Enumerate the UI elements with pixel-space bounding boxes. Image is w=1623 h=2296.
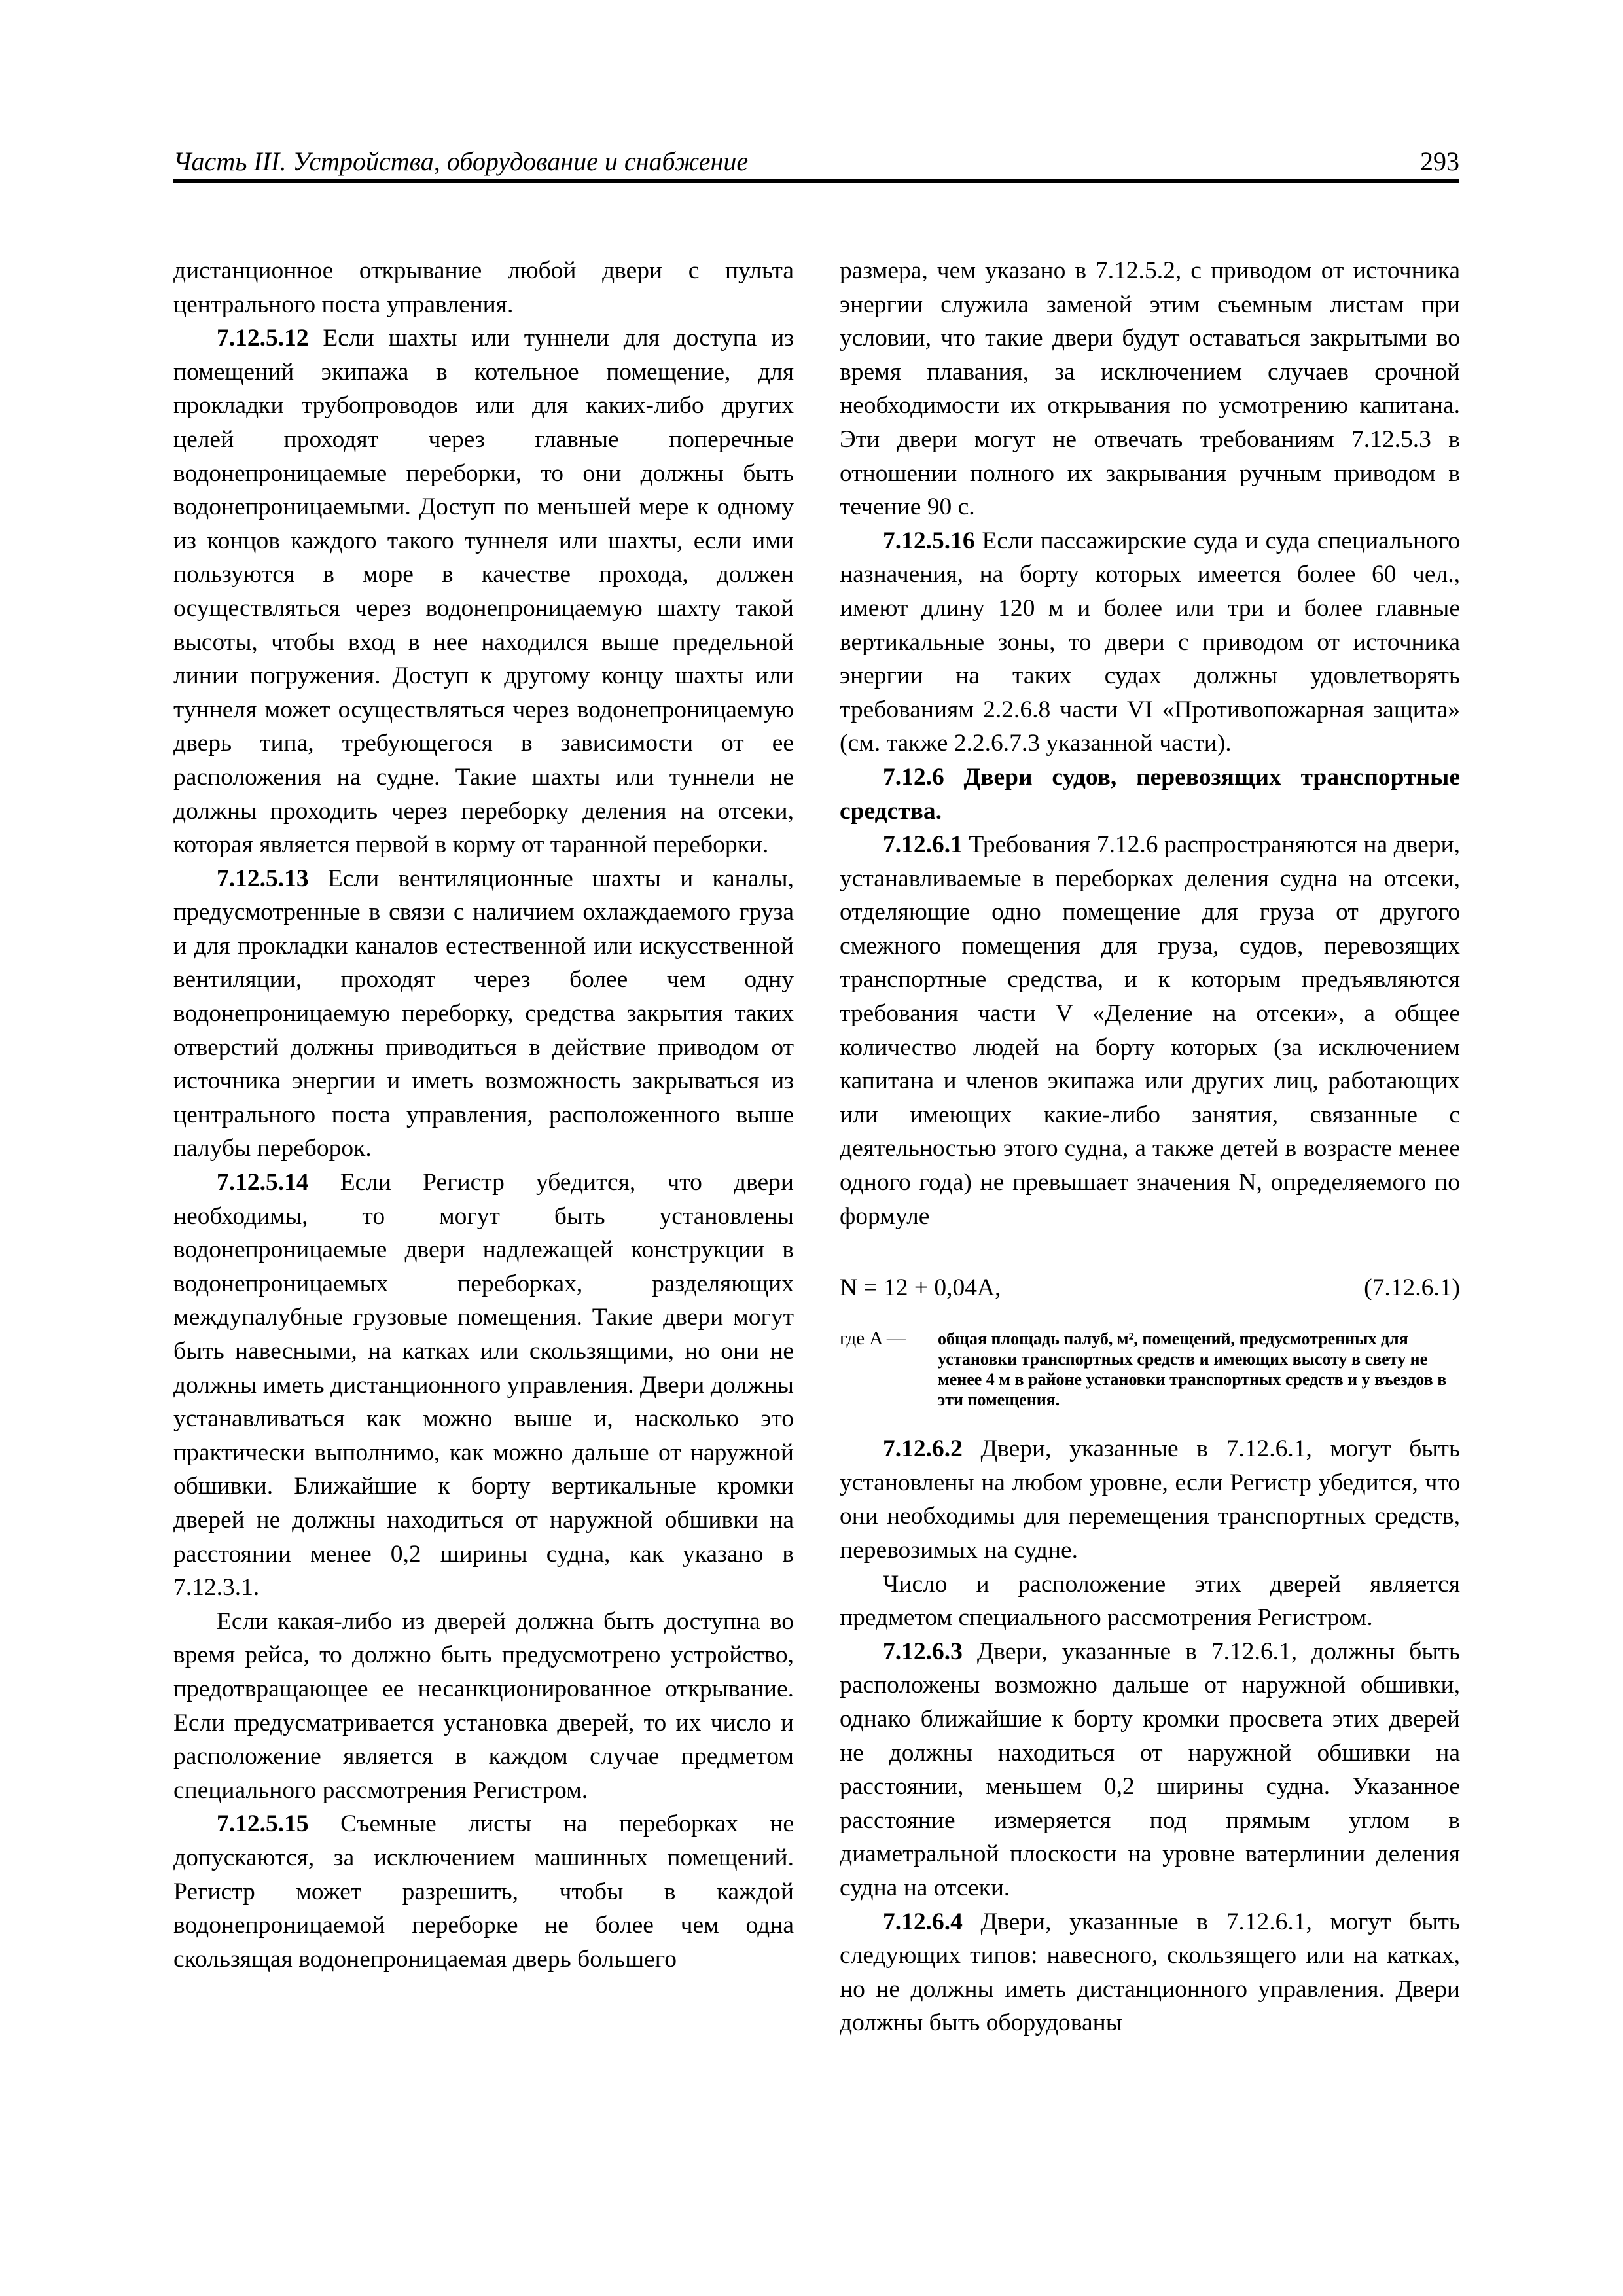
paragraph-7-12-6-3 xyxy=(840,1635,1460,1905)
formula xyxy=(840,1271,1460,1305)
paragraph-7-12-5-12 xyxy=(173,321,794,862)
legend-label: где A — xyxy=(840,1328,906,1350)
clause-number: 7.12.5.12 xyxy=(217,325,309,352)
paragraph-7-12-5-16 xyxy=(840,524,1460,761)
clause-text: Двери, указанные в 7.12.6.1, должны быть расположены возможно дальше от наружной обшивки, однако ближайшие к борту кромки просвета этих дверей не должны находиться от наружной обшивки на расстоянии, меньшем 0,2 ширины судна. Указанное расстояние измеряется под прямым углом в диаметральной плоскости на уровне ватерлинии деления судна на отсеки. xyxy=(840,1638,1460,1901)
clause-number: 7.12.6.2 xyxy=(883,1435,963,1463)
clause-number: 7.12.5.14 xyxy=(217,1169,309,1196)
header-title: Часть III. Устройства, оборудование и снабжение xyxy=(173,147,749,176)
paragraph-7-12-5-13 xyxy=(173,862,794,1166)
clause-text: Если шахты или туннели для доступа из помещений экипажа в котельное помещение, для прокладки трубопроводов или для каких-либо других целей проходят через главные поперечные водонепроницаемые переборки, то они должны быть водонепроницаемыми. Доступ по меньшей мере к одному из концов каждого такого туннеля или шахты, если ими пользуются в море в качестве прохода, должен осуществляться через водонепроницаемую шахту такой высоты, чтобы вход в нее находился выше предельной линии погружения. Доступ к другому концу шахты или туннеля может осуществляться через водонепроницаемую дверь типа, требующегося в зависимости от ее расположения на судне. Такие шахты или туннели не должны проходить через переборку деления на отсеки, которая является первой в корму от таранной переборки. xyxy=(173,325,794,859)
clause-number: 7.12.5.13 xyxy=(217,865,309,892)
paragraph: Если какая-либо из дверей должна быть доступна во время рейса, то должно быть предусмотрено устройство, предотвращающее ее несанкционированное открывание. Если предусматривается установка дверей, то их число и расположение является в каждом случае предметом специального рассмотрения Регистром. xyxy=(173,1607,794,1804)
formula-legend xyxy=(840,1329,1460,1410)
paragraph-7-12-6-2 xyxy=(840,1432,1460,1567)
clause-text: Съемные листы на переборках не допускаются, за исключением машинных помещений. Регистр может разрешить, чтобы в каждой водонепроницаемой переборке не более чем одна скользящая водонепроницаемая дверь большего xyxy=(173,1810,794,1973)
clause-number: 7.12.6.1 xyxy=(883,831,963,859)
running-header xyxy=(173,143,1459,183)
clause-number: 7.12.6.4 xyxy=(883,1908,963,1935)
paragraph: Число и расположение этих дверей является предметом специального рассмотрения Регистром. xyxy=(840,1570,1460,1632)
paragraph-7-12-6-4 xyxy=(840,1905,1460,2040)
clause-number: 7.12.5.16 xyxy=(883,527,975,554)
section-heading-7-12-6: 7.12.6 Двери судов, перевозящих транспортные средства. xyxy=(840,763,1460,825)
formula-expression: N = 12 + 0,04A, xyxy=(840,1274,1001,1302)
clause-number: 7.12.6.3 xyxy=(883,1638,963,1665)
clause-text: Двери, указанные в 7.12.6.1, могут быть установлены на любом уровне, если Регистр убедится, что они необходимы для перемещения транспортных средств, перевозимых на судне. xyxy=(840,1435,1460,1564)
clause-text: Если пассажирские суда и суда специального назначения, на борту которых имеется более 60 чел., имеют длину 120 м и более или три и более главные вертикальные зоны, то двери с приводом от источника энергии на таких судах должны удовлетворять требованиям 2.2.6.8 части VI «Противопожарная защита» (см. также 2.2.6.7.3 указанной части). xyxy=(840,527,1460,757)
paragraph: дистанционное открывание любой двери с пульта центрального поста управления. xyxy=(173,257,794,318)
clause-text: Если Регистр убедится, что двери необходимы, то могут быть установлены водонепроницаемые двери надлежащей конструкции в водонепроницаемых переборках, разделяющих междупалубные грузовые помещения. Такие двери могут быть навесными, на катках или скользящими, но они не должны иметь дистанционного управления. Двери должны устанавливаться как можно выше и, насколько это практически выполнимо, как можно дальше от наружной обшивки. Ближайшие к борту вертикальные кромки дверей не должны находиться от наружной обшивки на расстоянии менее 0,2 ширины судна, как указано в 7.12.3.1. xyxy=(173,1169,794,1602)
paragraph: размера, чем указано в 7.12.5.2, с приводом от источника энергии служила заменой этим съемным листам при условии, что такие двери будут оставаться закрытыми во время плавания, за исключением случаев срочной необходимости их открывания по усмотрению капитана. Эти двери могут не отвечать требованиям 7.12.5.3 в отношении полного их закрывания ручным приводом в течение 90 с. xyxy=(840,257,1460,521)
clause-text: Двери, указанные в 7.12.6.1, могут быть следующих типов: навесного, скользящего или на катках, но не должны иметь дистанционного управления. Двери должны быть оборудованы xyxy=(840,1908,1460,2037)
clause-text: Если вентиляционные шахты и каналы, предусмотренные в связи с наличием охлаждаемого груза и для прокладки каналов естественной или искусственной вентиляции, проходят через более чем одну водонепроницаемую переборку, средства закрытия таких отверстий должны приводиться в действие приводом от источника энергии и иметь возможность закрываться из центрального поста управления, расположенного выше палубы переборок. xyxy=(173,865,794,1162)
legend-text: общая площадь палуб, м², помещений, предусмотренных для установки транспортных средств и имеющих высоту в свету не менее 4 м в районе установки транспортных средств и у въездов в эти помещения. xyxy=(938,1329,1447,1410)
paragraph-7-12-6-1 xyxy=(840,828,1460,1233)
paragraph-7-12-5-15 xyxy=(173,1807,794,1976)
page-number: 293 xyxy=(1420,147,1459,176)
clause-number: 7.12.5.15 xyxy=(217,1810,309,1838)
clause-text: Требования 7.12.6 распространяются на двери, устанавливаемые в переборках деления судна на отсеки, отделяющие одно помещение для груза от другого смежного помещения для груза, судов, перевозящих транспортные средства, и к которым предъявляются требования части V «Деление на отсеки», а общее количество людей на борту которых (за исключением капитана и членов экипажа или других лиц, работающих или имеющих какие-либо занятия, связанные с деятельностью этого судна, а также детей в возрасте менее одного года) не превышает значения N, определяемого по формуле xyxy=(840,831,1460,1230)
right-column xyxy=(840,254,1460,2040)
left-column xyxy=(173,254,794,1976)
formula-number: (7.12.6.1) xyxy=(1364,1274,1460,1302)
paragraph-7-12-5-14 xyxy=(173,1166,794,1605)
